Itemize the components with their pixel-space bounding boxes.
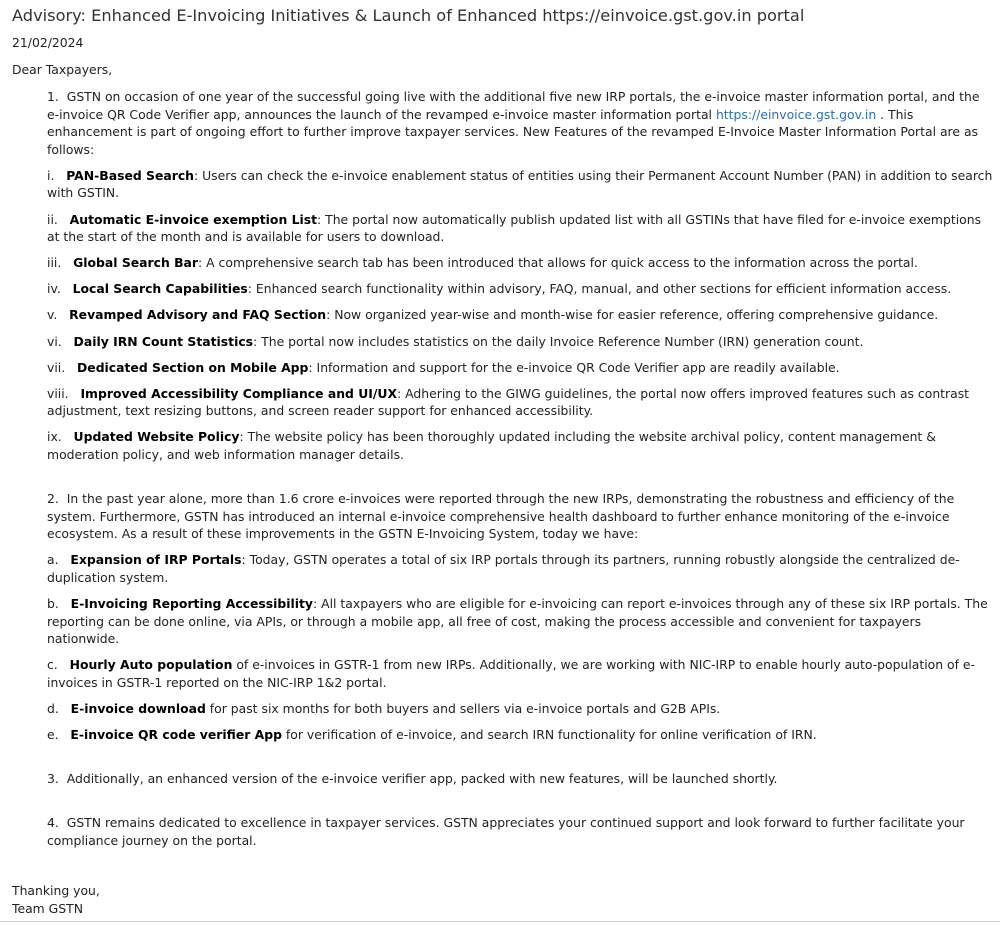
feature-item — [47, 359, 995, 377]
list-marker: viii. — [47, 385, 69, 401]
paragraph-text: . This enhancement is part of ongoing effort to further improve taxpayer services. New Features of the revamped E-Invoice Master Information Portal are as follows: — [47, 106, 978, 157]
item-heading: Improved Accessibility Compliance and UI/UX — [80, 385, 398, 401]
item-heading: Expansion of IRP Portals — [70, 552, 242, 568]
page-title: Advisory: Enhanced E-Invoicing Initiatives & Launch of Enhanced https://einvoice.gst.gov.in portal — [12, 6, 805, 25]
paragraph-number: 3. — [47, 771, 59, 787]
list-marker: a. — [47, 552, 59, 568]
achievement-item — [47, 551, 995, 586]
portal-link[interactable]: https://einvoice.gst.gov.in — [715, 106, 877, 122]
paragraph-3 — [47, 770, 995, 788]
bottom-divider — [0, 921, 1000, 922]
features-list — [47, 167, 995, 464]
list-marker: e. — [47, 727, 59, 743]
item-text: : All taxpayers who are eligible for e-invoicing can report e-invoices through any of these six IRP portals. The reporting can be done online, via APIs, or through a mobile app, all free of cost, making the process accessible and convenient for taxpayers nationwide. — [47, 596, 988, 647]
list-marker: i. — [47, 167, 55, 183]
list-marker: ii. — [47, 211, 58, 227]
item-heading: E-invoice QR code verifier App — [70, 727, 282, 743]
item-text: : Enhanced search functionality within advisory, FAQ, manual, and other sections for efficient information access. — [247, 281, 952, 297]
feature-item — [47, 254, 995, 272]
feature-item — [47, 333, 995, 351]
closing-signature: Team GSTN — [12, 900, 83, 916]
feature-item — [47, 306, 995, 324]
paragraph-2 — [47, 490, 995, 543]
list-marker: d. — [47, 701, 59, 717]
list-marker: vii. — [47, 359, 66, 375]
item-heading: Daily IRN Count Statistics — [73, 333, 254, 349]
list-marker: iv. — [47, 281, 61, 297]
list-marker: v. — [47, 307, 58, 323]
paragraph-1 — [47, 88, 995, 158]
item-text: of e-invoices in GSTR-1 from new IRPs. Additionally, we are working with NIC-IRP to enable hourly auto-population of e-invoices in GSTR-1 reported on the NIC-IRP 1&2 portal. — [47, 657, 976, 690]
paragraph-text: In the past year alone, more than 1.6 crore e-invoices were reported through the new IRPs, demonstrating the robustness and efficiency of the system. Furthermore, GSTN has introduced an internal e-invoice comprehensive health dashboard to further enhance monitoring of the e-invoice ecosystem. As a result of these improvements in the GSTN E-Invoicing System, today we have: — [47, 491, 955, 542]
paragraph-4 — [47, 814, 995, 849]
achievement-item — [47, 595, 995, 648]
feature-item — [47, 211, 995, 246]
achievements-list — [47, 551, 995, 743]
item-text: : The website policy has been thoroughly updated including the website archival policy, content management & moderation policy, and web information manager details. — [47, 429, 936, 462]
paragraph-text: Additionally, an enhanced version of the e-invoice verifier app, packed with new features, will be launched shortly. — [66, 771, 778, 787]
item-heading: Local Search Capabilities — [72, 281, 248, 297]
list-marker: b. — [47, 596, 59, 612]
item-text: : The portal now automatically publish updated list with all GSTINs that have filed for e-invoice exemptions at the start of the month and is available for users to download. — [47, 211, 982, 245]
list-marker: vi. — [47, 333, 62, 349]
achievement-item — [47, 700, 995, 718]
achievement-item — [47, 656, 995, 691]
item-text: : The portal now includes statistics on the daily Invoice Reference Number (IRN) generation count. — [253, 333, 864, 349]
item-text: : Today, GSTN operates a total of six IRP portals through its partners, running robustly alongside the centralized de-duplication system. — [47, 552, 960, 585]
list-marker: c. — [47, 657, 58, 673]
item-heading: Dedicated Section on Mobile App — [77, 359, 309, 375]
item-text: for verification of e-invoice, and search IRN functionality for online verification of IRN. — [281, 727, 817, 743]
item-heading: Hourly Auto population — [69, 657, 233, 673]
advisory-body — [47, 88, 995, 858]
advisory-date: 21/02/2024 — [12, 35, 84, 50]
feature-item — [47, 280, 995, 298]
item-text: : Now organized year-wise and month-wise for easier reference, offering comprehensive guidance. — [326, 307, 939, 323]
item-text: : Users can check the e-invoice enablement status of entities using their Permanent Account Number (PAN) in addition to search with GSTIN. — [47, 167, 993, 201]
feature-item — [47, 167, 995, 202]
list-marker: iii. — [47, 255, 62, 271]
paragraph-number: 2. — [47, 491, 59, 507]
paragraph-text: GSTN remains dedicated to excellence in taxpayer services. GSTN appreciates your continued support and look forward to further facilitate your compliance journey on the portal. — [47, 815, 965, 848]
item-text: : Adhering to the GIWG guidelines, the portal now offers improved features such as contrast adjustment, text resizing buttons, and screen reader support for enhanced accessibility. — [47, 385, 970, 419]
achievement-item — [47, 726, 995, 744]
feature-item — [47, 385, 995, 420]
item-heading: PAN-Based Search — [66, 167, 194, 183]
item-heading: Global Search Bar — [73, 255, 199, 271]
item-text: for past six months for both buyers and sellers via e-invoice portals and G2B APIs. — [205, 701, 721, 717]
item-heading: E-Invoicing Reporting Accessibility — [70, 596, 314, 612]
feature-item — [47, 428, 995, 463]
closing-thanks: Thanking you, — [12, 883, 100, 898]
item-heading: E-invoice download — [70, 701, 206, 717]
closing — [12, 882, 100, 917]
item-heading: Automatic E-invoice exemption List — [69, 211, 318, 227]
paragraph-number: 4. — [47, 815, 59, 831]
greeting: Dear Taxpayers, — [12, 62, 113, 77]
paragraph-text: GSTN on occasion of one year of the successful going live with the additional five new IRP portals, the e-invoice master information portal, and the e-invoice QR Code Verifier app, announces the launch of the revamped e-invoice master information portal — [47, 89, 980, 122]
list-marker: ix. — [47, 429, 62, 445]
paragraph-number: 1. — [47, 89, 59, 104]
item-heading: Updated Website Policy — [73, 429, 240, 445]
item-heading: Revamped Advisory and FAQ Section — [69, 307, 327, 323]
item-text: : A comprehensive search tab has been introduced that allows for quick access to the information across the portal. — [198, 255, 918, 271]
item-text: : Information and support for the e-invoice QR Code Verifier app are readily available. — [308, 359, 840, 375]
